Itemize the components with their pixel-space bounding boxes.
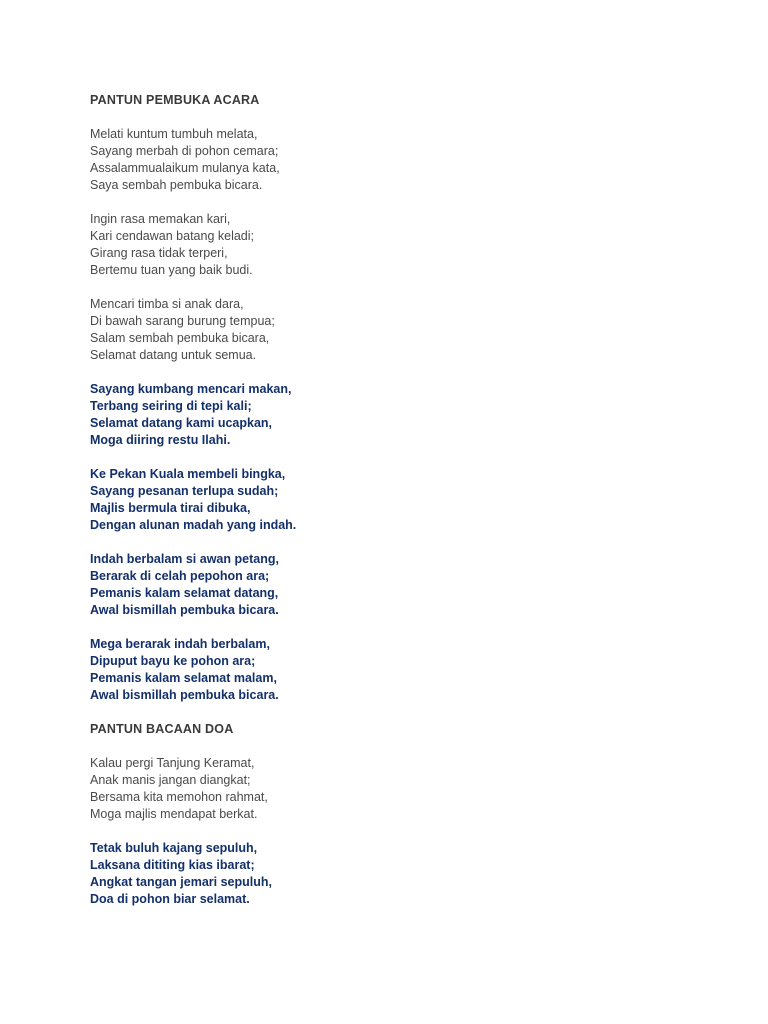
verse-line: Selamat datang untuk semua. [90,348,257,362]
verse-line: Kari cendawan batang keladi; [90,229,255,243]
section-pantun-pembuka-acara [90,92,710,704]
stanza [90,296,710,364]
verse-line: Kalau pergi Tanjung Keramat, [90,756,255,770]
verse-line: Assalammualaikum mulanya kata, [90,161,280,175]
stanza [90,126,710,194]
stanza [90,755,710,823]
verse-line: Girang rasa tidak terperi, [90,246,228,260]
verse-line: Melati kuntum tumbuh melata, [90,127,258,141]
verse-line: Sayang kumbang mencari makan, [90,382,292,396]
verse-line: Moga diiring restu Ilahi. [90,433,231,447]
verse-line: Moga majlis mendapat berkat. [90,807,258,821]
verse-line: Doa di pohon biar selamat. [90,892,250,906]
verse-line: Anak manis jangan diangkat; [90,773,251,787]
verse-line: Indah berbalam si awan petang, [90,552,279,566]
section-heading: PANTUN BACAAN DOA [90,722,234,736]
verse-line: Di bawah sarang burung tempua; [90,314,275,328]
verse-line: Ke Pekan Kuala membeli bingka, [90,467,286,481]
verse-line: Sayang pesanan terlupa sudah; [90,484,279,498]
verse-line: Dipuput bayu ke pohon ara; [90,654,256,668]
verse-line: Bertemu tuan yang baik budi. [90,263,253,277]
section-heading: PANTUN PEMBUKA ACARA [90,93,260,107]
stanza [90,211,710,279]
section-pantun-bacaan-doa [90,721,710,908]
verse-line: Laksana dititing kias ibarat; [90,858,255,872]
stanza [90,381,710,449]
verse-line: Bersama kita memohon rahmat, [90,790,268,804]
verse-line: Mega berarak indah berbalam, [90,637,270,651]
verse-line: Selamat datang kami ucapkan, [90,416,273,430]
verse-line: Majlis bermula tirai dibuka, [90,501,251,515]
stanza [90,636,710,704]
verse-line: Dengan alunan madah yang indah. [90,518,297,532]
verse-line: Sayang merbah di pohon cemara; [90,144,279,158]
stanza [90,551,710,619]
verse-line: Awal bismillah pembuka bicara. [90,603,279,617]
verse-line: Salam sembah pembuka bicara, [90,331,270,345]
verse-line: Awal bismillah pembuka bicara. [90,688,279,702]
verse-line: Mencari timba si anak dara, [90,297,244,311]
stanza [90,840,710,908]
document-page [90,92,710,925]
verse-line: Terbang seiring di tepi kali; [90,399,252,413]
verse-line: Angkat tangan jemari sepuluh, [90,875,272,889]
verse-line: Pemanis kalam selamat malam, [90,671,277,685]
verse-line: Ingin rasa memakan kari, [90,212,231,226]
verse-line: Tetak buluh kajang sepuluh, [90,841,258,855]
verse-line: Pemanis kalam selamat datang, [90,586,279,600]
stanza [90,466,710,534]
verse-line: Berarak di celah pepohon ara; [90,569,270,583]
verse-line: Saya sembah pembuka bicara. [90,178,263,192]
